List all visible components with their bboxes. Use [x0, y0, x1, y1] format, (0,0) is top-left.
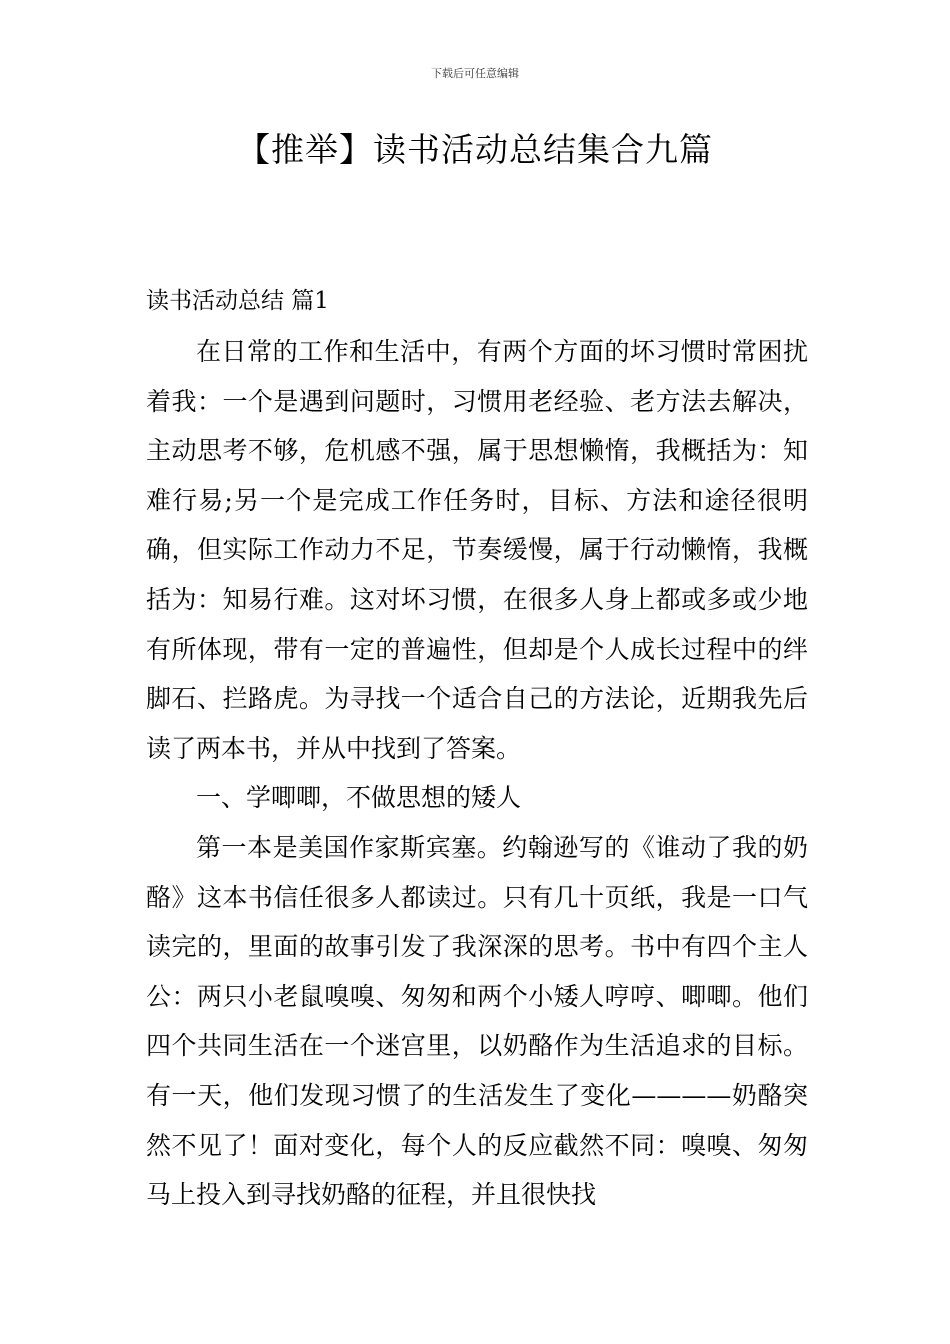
- paragraph: 在日常的工作和生活中，有两个方面的坏习惯时常困扰着我：一个是遇到问题时，习惯用老经验、老方法去解决，主动思考不够，危机感不强，属于思想懒惰，我概括为：知难行易;另一个是完成工作任务时，目标、方法和途径很明确，但实际工作动力不足，节奏缓慢，属于行动懒惰，我概括为：知易行难。这对坏习惯，在很多人身上都或多或少地有所体现，带有一定的普遍性，但却是个人成长过程中的绊脚石、拦路虎。为寻找一个适合自己的方法论，近期我先后读了两本书，并从中找到了答案。: [146, 337, 808, 763]
- download-note: 下载后可任意编辑: [431, 67, 519, 80]
- section-heading: 读书活动总结 篇1: [146, 288, 329, 314]
- paragraph: 第一本是美国作家斯宾塞。约翰逊写的《谁动了我的奶酪》这本书信任很多人都读过。只有几十页纸，我是一口气读完的，里面的故事引发了我深深的思考。书中有四个主人公：两只小老鼠嗅嗅、匆匆和两个小矮人哼哼、唧唧。他们四个共同生活在一个迷宫里，以奶酪作为生活追求的目标。有一天，他们发现习惯了的生活发生了变化————奶酪突然不见了！面对变化，每个人的反应截然不同：嗅嗅、匆匆马上投入到寻找奶酪的征程，并且很快找: [146, 832, 808, 1210]
- paragraph-subheading: 一、学唧唧，不做思想的矮人: [196, 783, 522, 813]
- document-title: 【推举】读书活动总结集合九篇: [237, 130, 713, 169]
- document-body: [146, 327, 808, 1220]
